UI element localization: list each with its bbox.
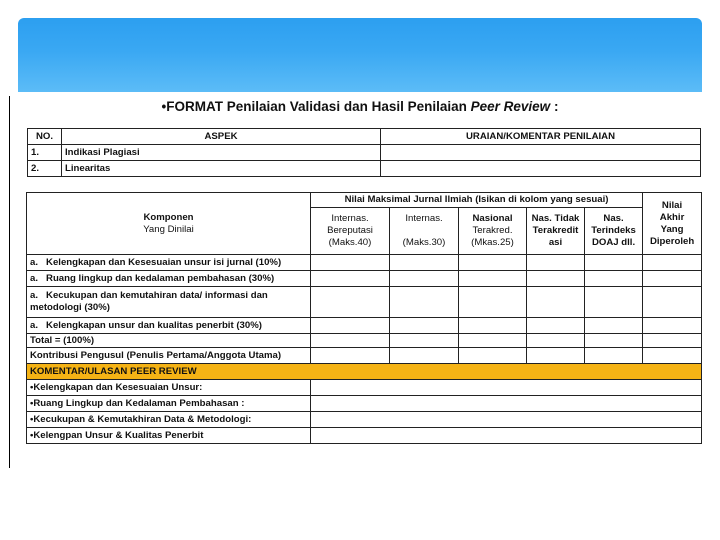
aspek-table (27, 128, 701, 177)
score-cell[interactable] (459, 318, 527, 334)
komentar-label: •Ruang Lingkup dan Kedalaman Pembahasan : (27, 396, 311, 412)
score-cell[interactable] (527, 271, 585, 287)
score-cell[interactable] (585, 255, 643, 271)
table-header-row (27, 193, 702, 208)
row-no: 1. (28, 145, 62, 161)
score-cell[interactable] (585, 318, 643, 334)
komentar-label: •Kelengkapan dan Kesesuaian Unsur: (27, 380, 311, 396)
subcol-internas-bereputasi: Internas. Bereputasi (Maks.40) (311, 208, 390, 255)
score-cell[interactable] (643, 348, 702, 364)
score-cell[interactable] (390, 318, 459, 334)
score-cell[interactable] (390, 348, 459, 364)
left-divider (9, 96, 10, 468)
score-cell[interactable] (527, 318, 585, 334)
table-row (27, 255, 702, 271)
score-cell[interactable] (643, 287, 702, 318)
komentar-row (27, 396, 702, 412)
komponen-header: Komponen Yang Dinilai (27, 193, 311, 255)
kontribusi-label: Kontribusi Pengusul (Penulis Pertama/Anggota Utama) (27, 348, 311, 364)
komentar-input-cell[interactable] (311, 428, 702, 444)
subcol-nasional-terakred: Nasional Terakred. (Mkas.25) (459, 208, 527, 255)
score-cell[interactable] (527, 334, 585, 348)
page-title: •FORMAT Penilaian Validasi dan Hasil Penilaian Peer Review : (161, 99, 559, 114)
komentar-header: KOMENTAR/ULASAN PEER REVIEW (27, 364, 702, 380)
header-aspek: ASPEK (62, 129, 381, 145)
score-cell[interactable] (459, 348, 527, 364)
penilaian-table (26, 192, 702, 444)
komentar-label: •Kecukupan & Kemutakhiran Data & Metodologi: (27, 412, 311, 428)
komentar-header-row (27, 364, 702, 380)
subcol-nas-tidak-terakreditasi: Nas. Tidak Terakredit asi (527, 208, 585, 255)
komentar-input-cell[interactable] (311, 396, 702, 412)
row-aspek: Linearitas (62, 161, 381, 177)
score-cell[interactable] (459, 271, 527, 287)
score-cell[interactable] (527, 348, 585, 364)
item-label: a. Kecukupan dan kemutahiran data/ informasi dan metodologi (30%) (27, 287, 311, 318)
table-row (28, 145, 701, 161)
score-cell[interactable] (311, 271, 390, 287)
komentar-input-cell[interactable] (311, 380, 702, 396)
score-cell[interactable] (311, 334, 390, 348)
table-row (28, 161, 701, 177)
subcol-nas-terindeks: Nas. Terindeks DOAJ dll. (585, 208, 643, 255)
score-cell[interactable] (459, 255, 527, 271)
score-cell[interactable] (311, 348, 390, 364)
subcol-internas: Internas. (Maks.30) (390, 208, 459, 255)
score-cell[interactable] (390, 287, 459, 318)
komentar-row (27, 412, 702, 428)
score-cell[interactable] (585, 271, 643, 287)
score-cell[interactable] (390, 334, 459, 348)
row-no: 2. (28, 161, 62, 177)
komentar-row (27, 380, 702, 396)
score-cell[interactable] (585, 287, 643, 318)
table-row (27, 318, 702, 334)
score-cell[interactable] (390, 255, 459, 271)
table-header-row (28, 129, 701, 145)
score-cell[interactable] (459, 287, 527, 318)
total-row (27, 334, 702, 348)
header-no: NO. (28, 129, 62, 145)
nilai-maks-header: Nilai Maksimal Jurnal Ilmiah (Isikan di kolom yang sesuai) (311, 193, 643, 208)
score-cell[interactable] (311, 255, 390, 271)
row-uraian-cell[interactable] (381, 145, 701, 161)
kontribusi-row (27, 348, 702, 364)
score-cell[interactable] (311, 287, 390, 318)
score-cell[interactable] (585, 334, 643, 348)
title-banner (18, 18, 702, 92)
score-cell[interactable] (643, 318, 702, 334)
score-cell[interactable] (643, 334, 702, 348)
score-cell[interactable] (527, 287, 585, 318)
komentar-label: •Kelengpan Unsur & Kualitas Penerbit (27, 428, 311, 444)
nilai-akhir-header: Nilai Akhir Yang Diperoleh (643, 193, 702, 255)
table-row (27, 287, 702, 318)
item-label: a. Ruang lingkup dan kedalaman pembahasan (30%) (27, 271, 311, 287)
score-cell[interactable] (459, 334, 527, 348)
score-cell[interactable] (390, 271, 459, 287)
row-uraian-cell[interactable] (381, 161, 701, 177)
total-label: Total = (100%) (27, 334, 311, 348)
item-label: a. Kelengkapan unsur dan kualitas penerbit (30%) (27, 318, 311, 334)
row-aspek: Indikasi Plagiasi (62, 145, 381, 161)
score-cell[interactable] (643, 271, 702, 287)
score-cell[interactable] (311, 318, 390, 334)
score-cell[interactable] (585, 348, 643, 364)
komentar-input-cell[interactable] (311, 412, 702, 428)
komentar-row (27, 428, 702, 444)
score-cell[interactable] (643, 255, 702, 271)
table-row (27, 271, 702, 287)
item-label: a. Kelengkapan dan Kesesuaian unsur isi jurnal (10%) (27, 255, 311, 271)
header-uraian: URAIAN/KOMENTAR PENILAIAN (381, 129, 701, 145)
score-cell[interactable] (527, 255, 585, 271)
